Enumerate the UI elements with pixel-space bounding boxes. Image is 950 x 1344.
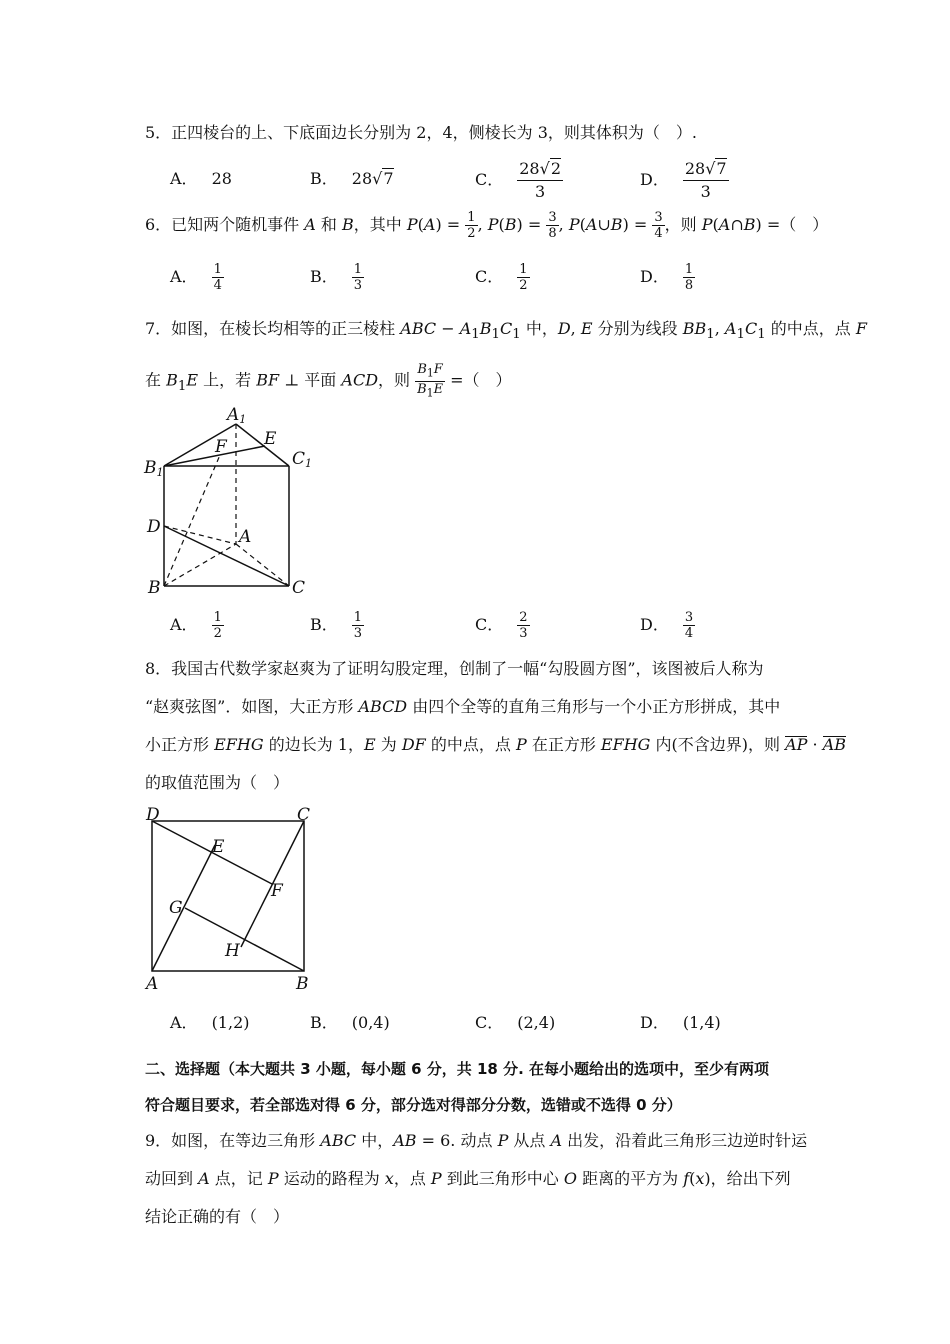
option-label: B． [310,267,338,286]
q7-option-a [170,610,224,641]
q8-option-a [170,1012,250,1034]
label-g: G [169,898,183,918]
q8-option-b [310,1012,390,1034]
q7-prism-figure [135,400,335,600]
label-a: A [146,974,159,994]
q8-line2: “赵爽弦图”．如图，大正方形 ABCD 由四个全等的直角三角形与一个小正方形拼成，其中 [145,697,781,716]
option-value: $\frac{28√7}{3}$ [684,159,727,201]
option-value: (2,4) [517,1013,556,1032]
option-label: A． [170,1013,198,1032]
label-e: E [212,837,225,857]
option-value: $\frac{28√2}{3}$ [519,159,561,201]
q9-line1: 9．如图，在等边三角形 ABC 中，AB = 6. 动点 P 从点 A 出发，沿着此三角形三边逆时针运 [145,1131,808,1150]
q8-line3: 小正方形 EFHG 的边长为 1，E 为 DF 的中点，点 P 在正方形 EFHG 内(不含边界)，则 AP · AB [145,735,847,754]
q6-stem: 6．已知两个随机事件 A 和 B，其中 P(A) = $\frac{1}{2}$ , P(B) = $\frac{3}{8}$ , P(A∪B) = $\frac{3}{4}$ ，则 P(A∩B) =（ ） [145,210,829,241]
label-b1: B1 [144,458,164,479]
option-label: A． [170,615,198,634]
option-value: $\frac{1}{8}$ [684,262,694,293]
label-h: H [225,941,240,961]
label-a: A [239,527,252,547]
option-value: 28 [211,169,232,188]
label-f: F [271,881,283,901]
option-label: D． [640,615,669,634]
option-label: A． [170,267,198,286]
q6-option-c [475,262,530,293]
section2-heading-line1: 二、选择题（本大题共 3 小题，每小题 6 分，共 18 分. 在每小题给出的选项中，至少有两项 [145,1060,770,1078]
option-label: C． [475,615,504,634]
q6-option-b [310,262,364,293]
option-label: B． [310,169,338,188]
q8-zhaoshuang-figure [135,800,335,1000]
option-value: (0,4) [351,1013,390,1032]
label-d: D [146,805,160,825]
label-c: C [292,578,306,598]
option-value: $\frac{1}{3}$ [353,610,363,641]
option-label: B． [310,1013,338,1032]
hidden-edge-ba [164,544,236,586]
q9-line3: 结论正确的有（ ） [145,1207,290,1226]
label-d: D [147,517,161,537]
label-e: E [264,429,277,449]
q7-option-b [310,610,364,641]
option-value: (1,2) [211,1013,250,1032]
segment-bg [185,908,304,971]
option-value: $\frac{1}{4}$ [213,262,222,293]
hidden-segment-bf [164,455,220,586]
q5-option-b [310,168,394,190]
q6-option-d [640,262,695,293]
q8-line4: 的取值范围为（ ） [145,773,290,792]
q6-option-a [170,262,224,293]
edge-a1c1 [236,424,289,466]
segment-dc [164,526,289,586]
q7-stem-line2: 在 $B_1E$ 上，若 BF ⊥ 平面 ACD，则 $\frac{B_1F}{B_1E}$ =（ ） [145,362,512,400]
q5-option-c [475,158,563,203]
option-value: $\frac{1}{2}$ [213,610,222,641]
label-a1: A1 [227,405,247,426]
option-value: $\frac{3}{4}$ [684,610,694,641]
hidden-segment-da [164,526,236,544]
q7-option-c [475,610,530,641]
option-label: C． [475,1013,504,1032]
option-label: C． [475,267,504,286]
label-b: B [148,578,161,598]
option-value: 28√7 [351,169,394,188]
segment-ae [152,845,215,971]
q5-option-a [170,168,232,190]
option-label: A． [170,169,198,188]
q7-stem-line1: 7．如图，在棱长均相等的正三棱柱 ABC − $A_1B_1C_1$ 中，D, E 分别为线段 $BB_1$, $A_1C_1$ 的中点，点 F [145,319,867,343]
q5-stem [145,122,697,144]
option-label: B． [310,615,338,634]
option-label: D． [640,1013,669,1032]
option-label: D． [640,170,669,189]
q5-option-d [640,158,729,203]
label-b: B [296,974,309,994]
option-label: D． [640,267,669,286]
option-value: $\frac{2}{3}$ [519,610,528,641]
option-value: $\frac{1}{3}$ [353,262,363,293]
label-c: C [297,805,311,825]
q8-option-c [475,1012,555,1034]
option-value: $\frac{1}{2}$ [519,262,528,293]
label-c1: C1 [292,449,313,470]
section2-heading-line2: 符合题目要求，若全部选对得 6 分，部分选对得部分分数，选错或不选得 0 分） [145,1096,682,1114]
q9-line2: 动回到 A 点，记 P 运动的路程为 x，点 P 到此三角形中心 O 距离的平方为 f(x)，给出下列 [145,1169,791,1188]
q5-stem-text: 5．正四棱台的上、下底面边长分别为 2，4，侧棱长为 3，则其体积为（ ）. [145,123,697,142]
option-label: C． [475,170,504,189]
q8-line1: 8．我国古代数学家赵爽为了证明勾股定理，创制了一幅“勾股圆方图”，该图被后人称为 [145,659,764,678]
label-f: F [215,437,227,457]
option-value: (1,4) [682,1013,721,1032]
q7-option-d [640,610,695,641]
q8-option-d [640,1012,721,1034]
